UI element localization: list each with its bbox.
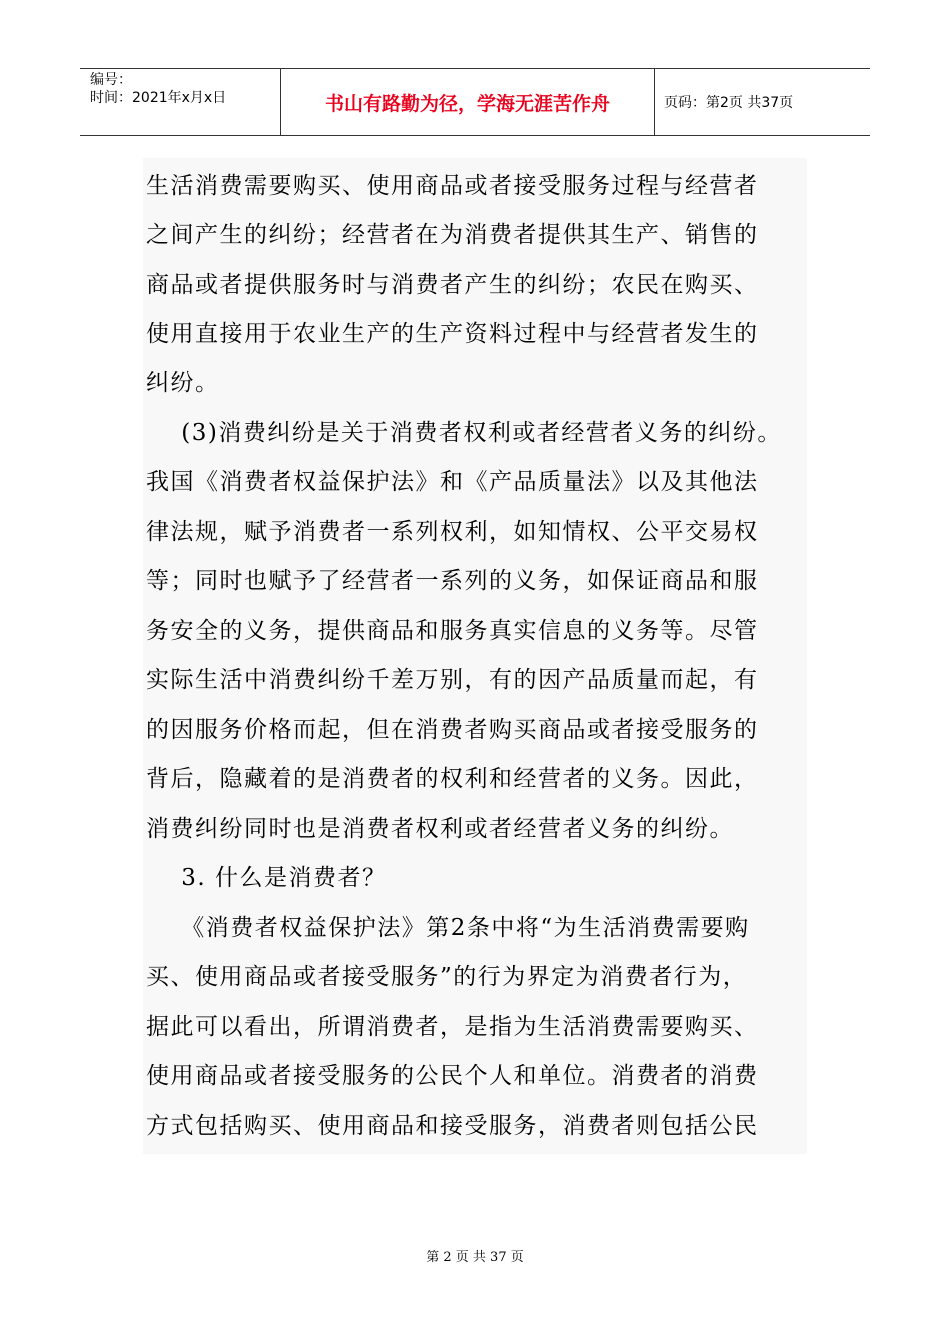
body-line: 之间产生的纠纷；经营者在为消费者提供其生产、销售的 [146,222,759,248]
body-line: 方式包括购买、使用商品和接受服务，消费者则包括公民 [146,1113,759,1139]
body-text-area [143,158,807,1154]
body-line: 纠纷。 [146,370,220,396]
header-motto: 书山有路勤为径，学海无涯苦作舟 [281,69,655,135]
body-line: 我国《消费者权益保护法》和《产品质量法》以及其他法 [146,469,759,495]
number-label: 编号： [90,72,132,88]
body-line: 实际生活中消费纠纷千差万别，有的因产品质量而起，有 [146,667,759,693]
body-line: 《消费者权益保护法》第2条中将“为生活消费需要购 [146,915,750,941]
page-footer: 第 2 页 共 37 页 [426,1250,524,1265]
body-line: 背后，隐藏着的是消费者的权利和经营者的义务。因此， [146,766,759,792]
body-line: 务安全的义务，提供商品和服务真实信息的义务等。尽管 [146,618,759,644]
header-page-info: 页码：第2页 共37页 [664,95,794,111]
body-line: 3. 什么是消费者？ [146,865,387,891]
body-line: 的因服务价格而起，但在消费者购买商品或者接受服务的 [146,717,759,743]
header-meta [80,69,281,135]
body-line: 使用商品或者接受服务的公民个人和单位。消费者的消费 [146,1063,759,1089]
body-line: 据此可以看出，所谓消费者，是指为生活消费需要购买、 [146,1014,759,1040]
time-label: 时间：2021年x月x日 [90,90,227,106]
body-line: 生活消费需要购买、使用商品或者接受服务过程与经营者 [146,173,759,199]
body-line: 买、使用商品或者接受服务”的行为界定为消费者行为， [146,964,748,990]
body-line: 消费纠纷同时也是消费者权利或者经营者义务的纠纷。 [146,816,734,842]
body-line: (3)消费纠纷是关于消费者权利或者经营者义务的纠纷。 [146,420,782,446]
body-line: 律法规，赋予消费者一系列权利，如知情权、公平交易权 [146,519,759,545]
document-header [80,68,870,136]
body-line: 等；同时也赋予了经营者一系列的义务，如保证商品和服 [146,568,759,594]
body-line: 使用直接用于农业生产的生产资料过程中与经营者发生的 [146,321,759,347]
body-line: 商品或者提供服务时与消费者产生的纠纷；农民在购买、 [146,272,759,298]
